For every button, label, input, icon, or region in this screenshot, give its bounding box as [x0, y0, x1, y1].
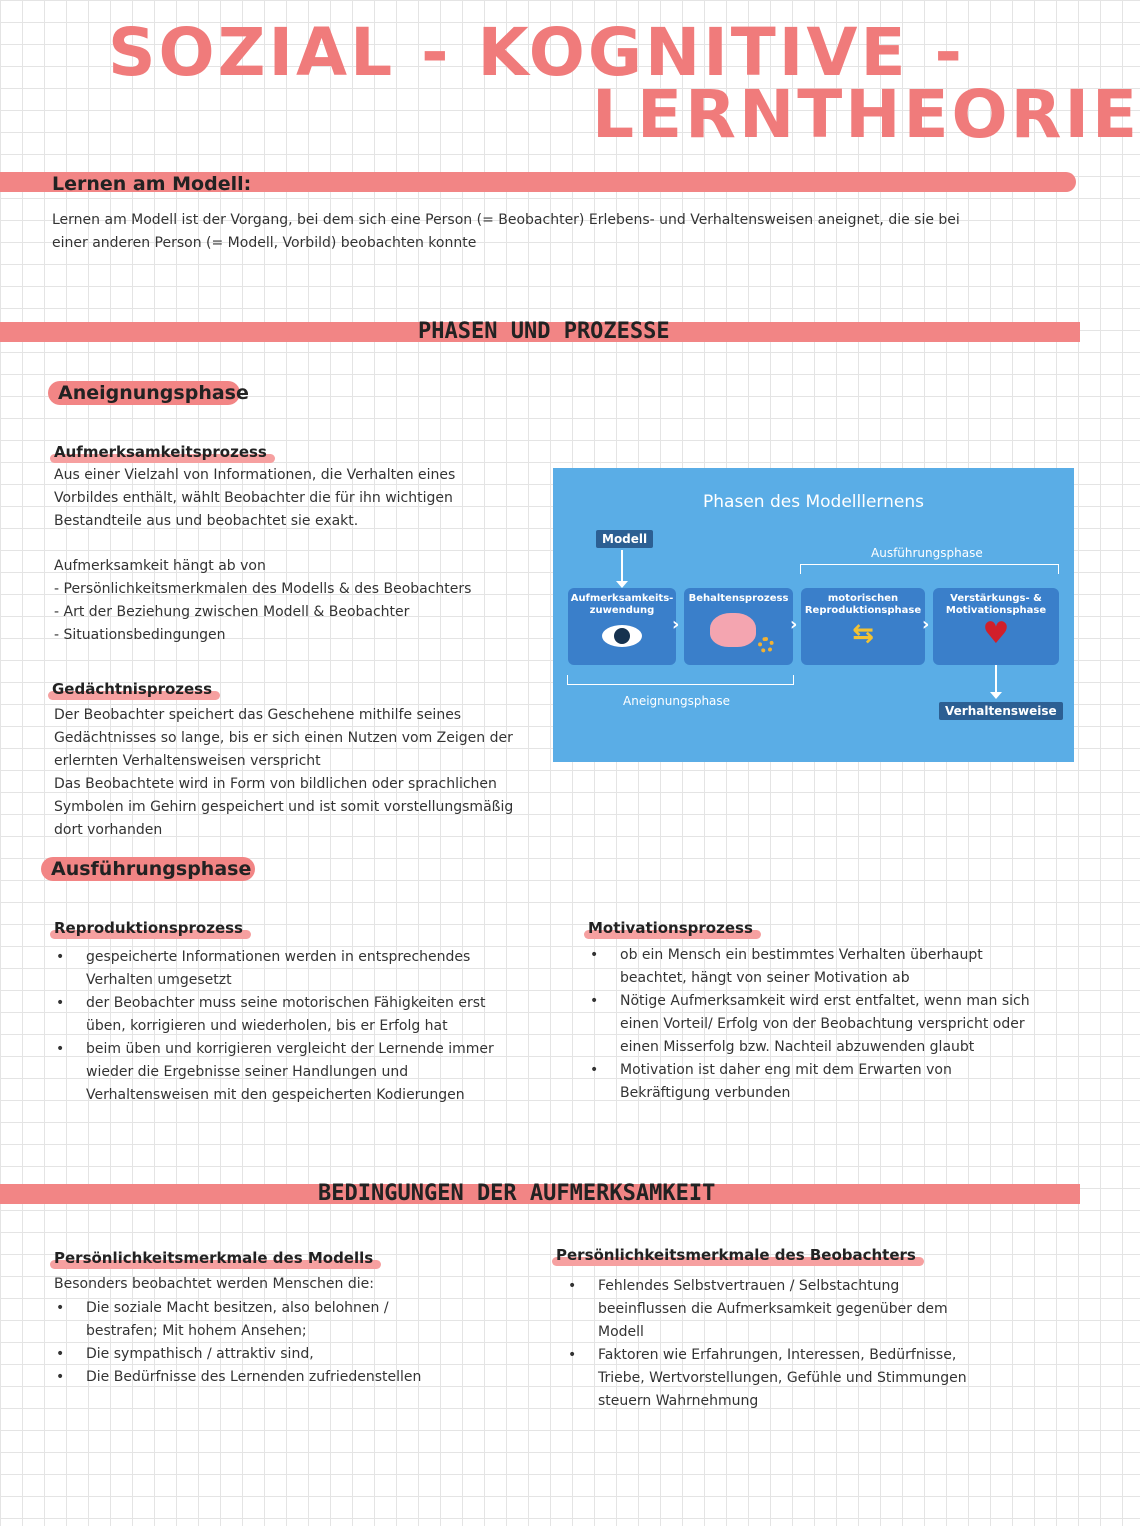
bedingungen-heading: BEDINGUNGEN DER AUFMERKSAMKEIT [318, 1181, 716, 1206]
diagram-verhalten-arrowhead [990, 692, 1002, 699]
diagram-box-label: Aufmerksamkeits- zuwendung [570, 593, 674, 616]
motivationsprozess-list [588, 944, 1038, 1105]
aufmerksamkeit-item: - Persönlichkeitsmerkmalen des Modells & des Beobachters [54, 581, 472, 597]
motivationsprozess-heading: Motivationsprozess [588, 919, 753, 937]
list-item: • Nötige Aufmerksamkeit wird erst entfaltet, wenn man sich einen Vorteil/ Erfolg von der Beobachtung verspricht oder einen Misserfolg bzw. Nachteil abzuwenden glaubt [588, 990, 1038, 1059]
eye-icon [602, 625, 642, 647]
diagram-box-label: Verstärkungs- & Motivationsphase [945, 593, 1047, 616]
list-item: • Fehlendes Selbstvertrauen / Selbstachtung beeinflussen die Aufmerksamkeit gegenüber dem Modell [566, 1275, 986, 1344]
list-item: • ob ein Mensch ein bestimmtes Verhalten überhaupt beachtet, hängt von seiner Motivation ab [588, 944, 1038, 990]
diagram-box-motivation [933, 588, 1059, 665]
chevron-right-icon: › [790, 614, 798, 635]
list-item: • Faktoren wie Erfahrungen, Interessen, Bedürfnisse, Triebe, Wertvorstellungen, Gefühle und Stimmungen steuern Wahrnehmung [566, 1344, 986, 1413]
list-item: • der Beobachter muss seine motorischen Fähigkeiten erst üben, korrigieren und wiederholen, bis er Erfolg hat [54, 992, 524, 1038]
merkmale-beobachter-list [566, 1275, 986, 1413]
aufmerksamkeitsprozess-text: Aus einer Vielzahl von Informationen, die Verhalten eines Vorbildes enthält, wählt Beobachter die für ihn wichtigen Bestandteile aus und beobachtet sie exakt. [54, 467, 456, 529]
heart-icon: ♥ [982, 616, 1010, 651]
diagram-aneignung-bracket [567, 675, 794, 685]
aufmerksamkeitsprozess-heading: Aufmerksamkeitsprozess [54, 443, 267, 461]
lernen-am-modell-heading: Lernen am Modell: [52, 173, 252, 195]
merkmale-modell-list [54, 1297, 454, 1389]
merkmale-modell-heading: Persönlichkeitsmerkmale des Modells [54, 1249, 374, 1267]
diagram-title: Phasen des Modelllernens [703, 492, 924, 512]
list-item: • Die sympathisch / attraktiv sind, [54, 1343, 454, 1366]
diagram-modell-arrow [621, 550, 623, 584]
diagram-modell-tag: Modell [596, 530, 653, 548]
merkmale-modell-intro: Besonders beobachtet werden Menschen die: [54, 1276, 374, 1292]
chevron-right-icon: › [672, 614, 680, 635]
ausfuehrungsphase-label: Ausführungsphase [41, 857, 255, 881]
merkmale-beobachter-heading: Persönlichkeitsmerkmale des Beobachters [556, 1246, 916, 1264]
aufmerksamkeit-item: - Situationsbedingungen [54, 627, 226, 643]
chevron-right-icon: › [922, 614, 930, 635]
lernen-am-modell-text: Lernen am Modell ist der Vorgang, bei dem sich eine Person (= Beobachter) Erlebens- und Verhaltensweisen aneignet, die sie bei einer anderen Person (= Modell, Vorbild) beobachten konnte [52, 212, 960, 251]
gear-icon [758, 637, 774, 653]
modelllernen-diagram [553, 468, 1074, 762]
gedaechtnisprozess-text1: Der Beobachter speichert das Geschehene mithilfe seines Gedächtnisses so lange, bis er sich einen Nutzen vom Zeigen der erlernten Verhaltensweisen verspricht [54, 707, 513, 769]
diagram-verhalten-arrow [995, 665, 997, 695]
gedaechtnisprozess-heading: Gedächtnisprozess [52, 680, 213, 698]
list-item: • gespeicherte Informationen werden in entsprechendes Verhalten umgesetzt [54, 946, 524, 992]
list-item: • beim üben und korrigieren vergleicht der Lernende immer wieder die Ergebnisse seiner Handlungen und Verhaltensweisen mit den gespeicherten Kodierungen [54, 1038, 524, 1107]
list-item: • Motivation ist daher eng mit dem Erwarten von Bekräftigung verbunden [588, 1059, 1038, 1105]
diagram-box-label: motorischen Reproduktionsphase [804, 593, 922, 616]
diagram-box-aufmerksamkeit [568, 588, 676, 665]
aneignungsphase-label: Aneignungsphase [48, 381, 240, 405]
diagram-modell-arrowhead [616, 581, 628, 588]
reproduktionsprozess-heading: Reproduktionsprozess [54, 919, 243, 937]
phasen-heading: PHASEN UND PROZESSE [418, 319, 670, 344]
gedaechtnisprozess-text2: Das Beobachtete wird in Form von bildlichen oder sprachlichen Symbolen im Gehirn gespeichert und ist somit vorstellungsmäßig dort vorhanden [54, 776, 514, 838]
diagram-box-reproduktion [801, 588, 925, 665]
list-item: • Die soziale Macht besitzen, also belohnen / bestrafen; Mit hohem Ansehen; [54, 1297, 454, 1343]
page-title-line2: LERNTHEORIE [592, 76, 1140, 153]
page-title-line1: SOZIAL - KOGNITIVE - [108, 14, 965, 91]
diagram-box-behaltensprozess [684, 588, 793, 665]
swap-arrows-icon: ⇆ [852, 619, 874, 649]
aufmerksamkeit-intro: Aufmerksamkeit hängt ab von [54, 558, 266, 574]
diagram-aneignungsphase-label: Aneignungsphase [623, 694, 731, 708]
list-item: • Die Bedürfnisse des Lernenden zufriedenstellen [54, 1366, 454, 1389]
diagram-box-label: Behaltensprozess [688, 593, 789, 604]
diagram-ausfuehrung-bracket [800, 564, 1059, 574]
brain-icon [710, 613, 756, 647]
diagram-ausfuehrungsphase-label: Ausführungsphase [871, 546, 983, 560]
aufmerksamkeit-item: - Art der Beziehung zwischen Modell & Beobachter [54, 604, 410, 620]
diagram-verhaltensweise-tag: Verhaltensweise [939, 702, 1063, 720]
reproduktionsprozess-list [54, 946, 524, 1107]
